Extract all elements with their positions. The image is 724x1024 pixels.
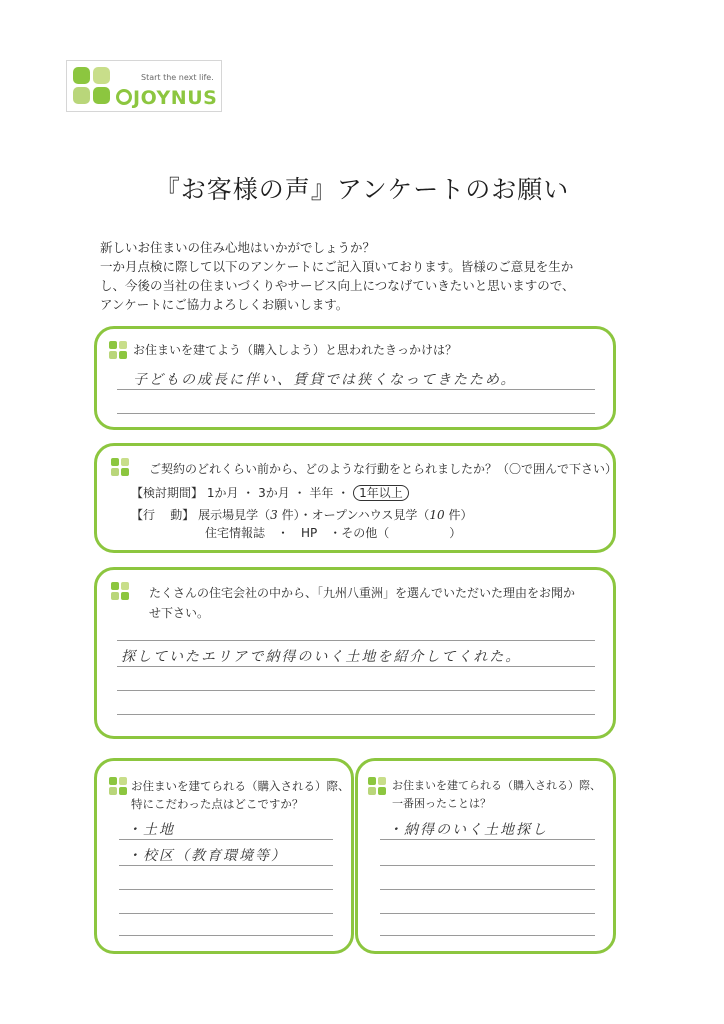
question-box-1 xyxy=(94,326,616,430)
answer-line xyxy=(380,889,595,890)
question-box-3 xyxy=(94,567,616,739)
showroom-unit: 件） xyxy=(281,508,300,522)
clover-icon xyxy=(109,777,129,797)
clover-icon xyxy=(111,582,131,602)
question-5-line-2: 一番困ったことは？ xyxy=(392,797,491,810)
showroom-count: 3 xyxy=(270,508,278,522)
answer-line xyxy=(117,690,595,691)
period-option-selected: 1年以上 xyxy=(353,485,409,501)
intro-line: し、今後の当社の住まいづくりやサービス向上につなげていきたいと思いますので、 xyxy=(100,278,575,293)
question-2: ご契約のどれくらい前から、どのような行動をとられましたか？（〇で囲んで下さい） xyxy=(149,462,618,476)
period-row: 【検討期間】 1か月 ・ 3か月 ・ 半年 ・ 1年以上 xyxy=(131,484,409,501)
answer-4-item: ・土地 xyxy=(127,822,175,838)
answer-1: 子どもの成長に伴い、賃貸では狭くなってきたため。 xyxy=(133,372,517,388)
period-option: 3か月 xyxy=(258,486,290,500)
company-logo xyxy=(66,60,222,112)
question-1: お住まいを建てよう（購入しよう）と思われたきっかけは？ xyxy=(133,343,458,357)
intro-line: 一か月点検に際して以下のアンケートにご記入頂いております。皆様のご意見を生か xyxy=(100,259,574,274)
question-box-4 xyxy=(94,758,354,954)
intro-line: 新しいお住まいの住み心地はいかがでしょうか？ xyxy=(100,240,376,255)
question-4-line-2: 特にこだわった点はどこですか？ xyxy=(131,797,304,811)
question-3-line-2: せ下さい。 xyxy=(149,606,210,620)
answer-line xyxy=(380,913,595,914)
question-box-5 xyxy=(355,758,616,954)
answer-line xyxy=(117,714,595,715)
period-option: 1か月 xyxy=(206,486,239,500)
answer-line xyxy=(117,413,595,414)
media-row: 住宅情報誌 ・ HP ・その他（ ） xyxy=(205,526,462,540)
logo-brand: JOYNUS xyxy=(116,87,217,109)
intro-text xyxy=(100,238,660,314)
answer-4-item: ・校区（教育環境等） xyxy=(127,848,287,864)
clover-logo-icon xyxy=(73,67,113,107)
question-5-line-1: お住まいを建てられる（購入される）際、 xyxy=(392,779,601,792)
logo-tagline: Start the next life. xyxy=(141,73,214,82)
page-title: 『お客様の声』アンケートのお願い xyxy=(154,175,570,204)
answer-line xyxy=(380,935,595,936)
answer-line xyxy=(119,839,333,840)
period-option: 半年 xyxy=(309,486,334,500)
clover-icon xyxy=(109,341,129,361)
clover-icon xyxy=(368,777,388,797)
openhouse-label: ・オープンハウス見学（ xyxy=(299,508,430,522)
question-box-2 xyxy=(94,443,616,553)
answer-3: 探していたエリアで納得のいく土地を紹介してくれた。 xyxy=(121,649,522,665)
action-label-b: 動】 xyxy=(170,508,195,522)
intro-line: アンケートにご協力よろしくお願いします。 xyxy=(100,297,349,312)
clover-icon xyxy=(111,458,131,478)
answer-line xyxy=(119,865,333,866)
answer-line xyxy=(117,640,595,641)
answer-line xyxy=(117,666,595,667)
action-label-a: 【行 xyxy=(131,508,156,522)
answer-line xyxy=(119,935,333,936)
answer-5: ・納得のいく土地探し xyxy=(388,822,548,838)
question-4-line-1: お住まいを建てられる（購入される）際、 xyxy=(131,779,350,793)
answer-line xyxy=(117,389,595,390)
openhouse-unit: 件） xyxy=(448,508,473,522)
action-row xyxy=(131,506,472,523)
openhouse-count: 10 xyxy=(429,508,445,522)
period-label: 【検討期間】 xyxy=(131,486,204,500)
answer-line xyxy=(119,889,333,890)
answer-line xyxy=(380,865,595,866)
answer-line xyxy=(119,913,333,914)
showroom-label: 展示場見学（ xyxy=(198,508,271,522)
question-3-line-1: たくさんの住宅会社の中から、「九州八重洲」を選んでいただいた理由をお聞か xyxy=(149,586,576,600)
answer-line xyxy=(380,839,595,840)
